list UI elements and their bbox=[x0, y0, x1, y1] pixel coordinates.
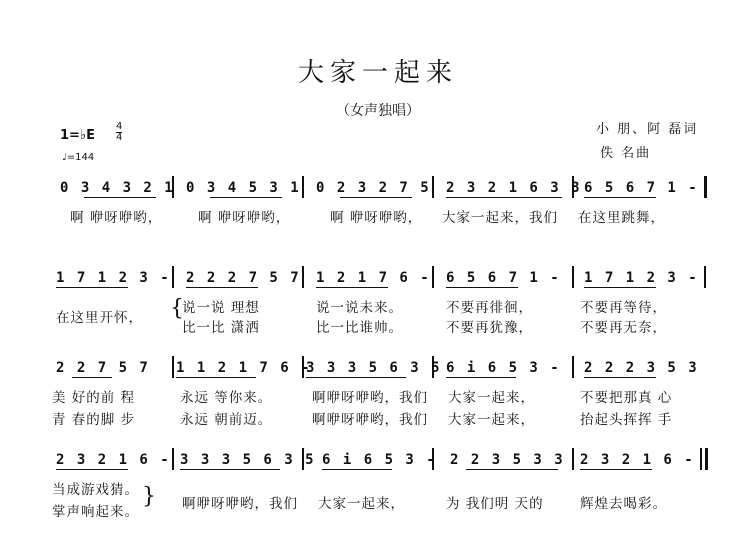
beam-underline bbox=[584, 197, 656, 198]
lyric-line: 不要再徘徊， bbox=[446, 300, 533, 316]
beam-underline bbox=[446, 377, 516, 378]
measure-notes: 0 2 3 2 7 5 bbox=[316, 180, 431, 196]
measure-notes: 1 7 1 2 3 - bbox=[584, 270, 699, 286]
barline bbox=[572, 448, 574, 470]
measure-notes: 6 i 6 5 3 - bbox=[446, 360, 561, 376]
beam-underline bbox=[584, 377, 656, 378]
measure-notes: 1 1 2 1 7 6 - bbox=[176, 360, 312, 376]
barline bbox=[704, 266, 706, 288]
lyric-line: 大家一起来，我们 bbox=[442, 210, 558, 226]
song-title: 大家一起来 bbox=[297, 58, 458, 88]
lyric-line: 大家一起来， bbox=[448, 390, 535, 406]
beam-underline bbox=[580, 469, 652, 470]
lyric-line: 啊咿呀咿哟，我们 bbox=[182, 496, 298, 512]
lyric-line: 不要再等待， bbox=[580, 300, 667, 316]
lyric-line: 不要把那真 心 bbox=[580, 390, 673, 406]
barline bbox=[572, 266, 574, 288]
final-barline-thick bbox=[705, 448, 708, 470]
barline bbox=[172, 356, 174, 378]
measure-notes: 3 3 3 5 6 3 5 bbox=[306, 360, 442, 376]
measure-notes: 2 3 2 1 6 3 3 bbox=[446, 180, 582, 196]
lyricist-credit: 小 朋、阿 磊词 bbox=[596, 122, 699, 137]
lyric-line: 不要再犹豫， bbox=[446, 320, 533, 336]
barline bbox=[704, 176, 707, 198]
lyric-line: 啊咿呀咿哟，我们 bbox=[312, 390, 428, 406]
beam-underline bbox=[56, 287, 128, 288]
lyric-line: 啊 咿呀咿哟， bbox=[70, 210, 163, 226]
lyric-line: 辉煌去喝彩。 bbox=[580, 496, 667, 512]
measure-notes: 2 2 2 7 5 7 bbox=[186, 270, 301, 286]
measure-notes: 1 2 1 7 6 - bbox=[316, 270, 431, 286]
lyric-line: 不要再无奈， bbox=[580, 320, 667, 336]
song-subtitle: （女声独唱） bbox=[336, 103, 420, 119]
barline bbox=[432, 266, 434, 288]
lyric-line: 掌声响起来。 bbox=[52, 504, 139, 520]
measure-notes: 2 3 2 1 6 - bbox=[56, 452, 171, 468]
lyric-line: 说一说 理想 bbox=[182, 300, 260, 316]
time-signature-top: 4 bbox=[116, 121, 123, 132]
composer-credit: 佚 名曲 bbox=[600, 146, 652, 161]
beam-underline bbox=[56, 469, 128, 470]
measure-notes: 0 3 4 5 3 1 bbox=[186, 180, 301, 196]
beam-underline bbox=[446, 197, 562, 198]
verse-brace: { bbox=[170, 296, 184, 321]
lyric-line: 大家一起来， bbox=[448, 412, 535, 428]
time-signature-bottom: 4 bbox=[116, 132, 123, 143]
lyric-line: 在这里跳舞， bbox=[578, 210, 665, 226]
barline bbox=[302, 176, 304, 198]
beam-underline bbox=[466, 469, 558, 470]
lyric-line: 比一比 潇洒 bbox=[182, 320, 260, 336]
barline bbox=[432, 176, 434, 198]
beam-underline bbox=[340, 197, 412, 198]
beam-underline bbox=[584, 287, 656, 288]
lyric-line: 在这里开怀， bbox=[56, 310, 143, 326]
lyric-line: 比一比谁帅。 bbox=[316, 320, 403, 336]
beam-underline bbox=[210, 197, 282, 198]
lyric-line: 啊 咿呀咿哟， bbox=[198, 210, 291, 226]
lyric-line: 青 春的脚 步 bbox=[52, 412, 136, 428]
measure-notes: 0 3 4 3 2 1 bbox=[60, 180, 175, 196]
lyric-line: 永远 朝前迈。 bbox=[180, 412, 273, 428]
beam-underline bbox=[180, 469, 280, 470]
barline bbox=[572, 356, 574, 378]
barline bbox=[172, 448, 174, 470]
lyric-line: 啊 咿呀咿哟， bbox=[330, 210, 423, 226]
beam-underline bbox=[306, 377, 406, 378]
measure-notes: 6 5 6 7 1 - bbox=[584, 180, 699, 196]
beam-underline bbox=[186, 287, 258, 288]
lyric-line: 当成游戏猜。 bbox=[52, 482, 139, 498]
measure-notes: 2 3 2 1 6 - bbox=[580, 452, 695, 468]
final-barline bbox=[700, 448, 702, 470]
lyric-line: 大家一起来， bbox=[318, 496, 405, 512]
lyric-line: 抬起头挥挥 手 bbox=[580, 412, 673, 428]
measure-notes: 6 5 6 7 1 - bbox=[446, 270, 561, 286]
lyric-line: 说一说未来。 bbox=[316, 300, 403, 316]
verse-brace: } bbox=[142, 484, 156, 509]
beam-underline bbox=[72, 377, 112, 378]
measure-notes: 2 2 2 3 5 3 bbox=[584, 360, 699, 376]
measure-notes: 6 i 6 5 3 - bbox=[322, 452, 437, 468]
beam-underline bbox=[322, 469, 392, 470]
measure-notes: 1 7 1 2 3 - bbox=[56, 270, 171, 286]
tempo-marking: ♩=144 bbox=[62, 152, 95, 163]
lyric-line: 美 好的前 程 bbox=[52, 390, 136, 406]
time-signature bbox=[116, 122, 122, 143]
barline bbox=[172, 266, 174, 288]
measure-notes: 2 2 3 5 3 3 bbox=[450, 452, 565, 468]
key-signature: 1=♭E bbox=[60, 128, 95, 143]
barline bbox=[302, 266, 304, 288]
measure-notes: 3 3 3 5 6 3 5 bbox=[180, 452, 316, 468]
lyric-line: 啊咿呀咿哟，我们 bbox=[312, 412, 428, 428]
beam-underline bbox=[176, 377, 256, 378]
lyric-line: 永远 等你来。 bbox=[180, 390, 273, 406]
beam-underline bbox=[446, 287, 518, 288]
lyric-line: 为 我们明 天的 bbox=[446, 496, 544, 512]
beam-underline bbox=[316, 287, 388, 288]
beam-underline bbox=[84, 197, 156, 198]
measure-notes: 2 2 7 5 7 bbox=[56, 360, 150, 376]
